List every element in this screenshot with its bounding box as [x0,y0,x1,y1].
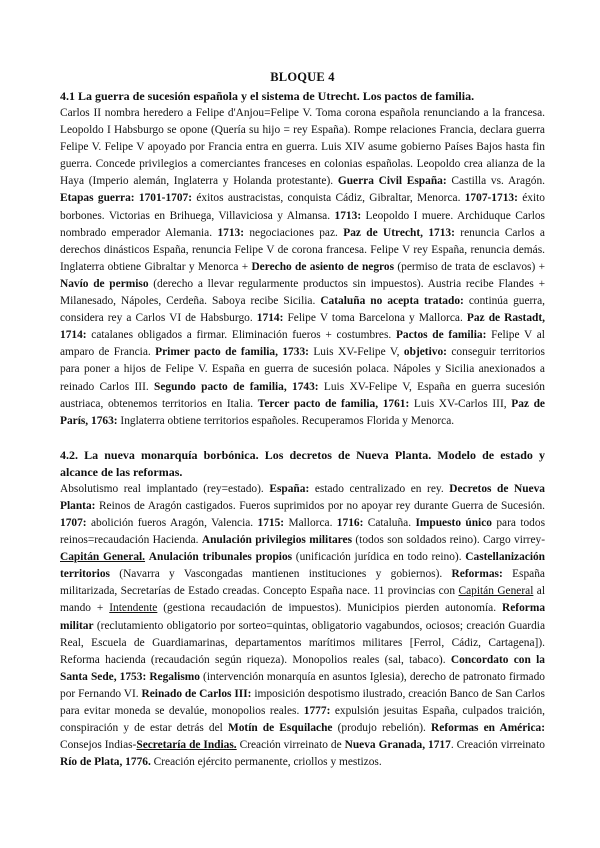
text-run: Creación virreinato de [236,739,345,752]
bold-text-run: Primer pacto de familia, 1733: [155,346,309,359]
bold-text-run: Pactos de familia: [395,329,487,342]
text-run: estado centralizado en rey. [309,482,450,495]
text-run: Castilla vs. Aragón. [446,175,545,188]
section-body-4-1 [60,105,545,430]
bold-text-run: Tercer pacto de familia, 1761: [257,397,410,410]
text-run: (Navarra y Vascongadas mantienen instituciones y gobiernos). [109,568,452,581]
text-run: Consejos Indias- [60,739,137,752]
underlined-text-run: Intendente [109,602,158,615]
text-run: (derecho a llevar regularmente productos sin impuestos). Austria recibe Flandes + Milanesado, Nápoles, Cerdeña. Saboya recibe Sicilia. [60,277,546,308]
section-heading-4-1: 4.1 La guerra de sucesión española y el sistema de Utrecht. Los pactos de familia. [60,89,475,103]
bold-text-run: Anulación tribunales propios [148,551,293,564]
bold-text-run: Nueva Granada, 1717 [344,739,451,752]
text-run: (produjo rebelión). [332,722,432,735]
text-run: (gestiona recaudación de impuestos). Municipios pierden autonomía. [157,602,502,615]
bold-text-run: objetivo: [403,346,447,359]
text-run: Creación ejército permanente, criollos y mestizos. [150,756,382,769]
text-run: éxito borbones. Victorias en Brihuega, Villaviciosa y Almansa. [60,192,545,222]
text-run: Reinos de Aragón castigados. Fueros suprimidos por no apoyar rey durante Guerra de Sucesión. [95,499,545,512]
bold-text-run: Anulación privilegios militares [201,534,353,547]
bold-text-run: Capitán General. [60,551,146,564]
text-run: Felipe V al amparo de Francia. [60,329,545,359]
bold-text-run: España: [269,482,310,495]
bold-text-run: 1777: [303,705,331,717]
text-run: (todos son soldados reino). Cargo virrey- [352,534,546,547]
bold-text-run: Reformas en América: [431,722,545,735]
text-run: conseguir territorios para poner a hijos de Felipe V. España en guerra de sucesión polaca. Nápoles y Sicilia anexionados a reinado Carlos III. [60,346,545,393]
text-run: al mando + [60,585,545,615]
text-run: Luis XV-Felipe V, España en guerra sucesión austriaca, obtenemos territorios en Italia. [60,380,545,410]
text-run: expulsión jesuitas España, culpados traición, conspiración y de estar detrás del [60,705,545,735]
text-run: (intervención monarquía en asuntos Iglesia), derecho de patronato firmado por Fernando VI. [60,670,546,700]
bold-text-run: Paz de Utrecht, 1713: [343,226,455,239]
text-run: negociaciones paz. [244,226,344,239]
page-title: BLOQUE 4 [270,70,335,84]
text-run: imposición despotismo ilustrado, creación Banco de San Carlos para evitar moneda se devalúe, monopolios reales. [60,687,545,717]
bold-text-run: 1707-1713: [464,192,518,205]
bold-text-run: Motín de Esquilache [227,722,333,735]
bold-text-run: 1716: [336,516,364,529]
text-run: renuncia Carlos a derechos dinásticos España, renuncia Felipe V de corona francesa. Felipe V rey España, renuncia demás. Inglaterra obtiene Gibraltar y Menorca + [60,226,545,273]
text-run: Luis XV-Carlos III, [409,397,512,410]
text-run: España militarizada, Secretarías de Estado creadas. Concepto España nace. 11 provincias con [60,568,545,598]
bold-text-run: 1713: [217,226,245,239]
bold-text-run: Paz de Rastadt, 1714: [60,312,545,342]
bold-text-run: 1715: [257,516,285,529]
text-run: Felipe V toma Barcelona y Mallorca. [283,312,467,325]
text-run: . Creación virreinato [450,739,545,752]
underlined-text-run: Capitán General [458,585,534,598]
text-run: (reclutamiento obligatorio por sorteo=quintas, obligatorio vagabundos, ociosos; creación Guardia Real, Escuela de Guardiamarinas, departamentos marítimos militares [Ferrol, Cádiz, Cartagena]). Reforma hacienda (recaudación según riqueza). Monopolios reales (sal, tabaco). [60,619,545,666]
section-gap [60,430,545,447]
bold-text-run: Segundo pacto de familia, 1743: [154,380,319,393]
text-run: catalanes obligados a firmar. Eliminación fueros + costumbres. [86,329,396,342]
bold-text-run: Secretaría de Indias. [136,739,237,752]
bold-text-run: Paz de París, 1763: [60,397,545,427]
text-run: Inglaterra obtiene territorios españoles. Recuperamos Florida y Menorca. [117,414,455,427]
text-run: éxitos austracistas, conquista Cádiz, Gibraltar, Menorca. [192,192,465,205]
text-run: para todos reinos=recaudación Hacienda. [60,516,546,547]
bold-text-run: Reinado de Carlos III: [141,687,252,700]
bold-text-run: Río de Plata, 1776. [60,756,151,769]
bold-text-run: Etapas guerra: 1701-1707: [60,192,193,205]
text-run: Luis XV-Felipe V, [308,346,404,359]
bold-text-run: Navío de permiso [60,277,149,290]
bold-text-run: Castellanización territorios [60,551,546,581]
bold-text-run: Decretos de Nueva Planta: [60,482,545,512]
bold-text-run: Cataluña no acepta tratado: [320,295,464,308]
bold-text-run: Concordato con la Santa Sede, 1753: Regalismo [60,653,545,683]
bold-text-run: Impuesto único [415,516,492,529]
bold-text-run: Guerra Civil España: [337,175,447,188]
text-run: (permiso de trata de esclavos) + [394,260,546,273]
text-run: abolición fueros Aragón, Valencia. [86,516,258,529]
bold-text-run: 1713: [334,209,362,222]
text-run: Cataluña. [363,516,416,529]
bold-text-run: Derecho de asiento de negros [251,260,395,273]
text-run: Mallorca. [284,516,337,529]
text-run: Absolutismo real implantado (rey=estado). [60,482,270,495]
text-run: (unificación jurídica en todo reino). [292,551,466,564]
text-run: continúa guerra, considera rey a Carlos VI de Habsburgo. [60,295,546,325]
text-run: Carlos II nombra heredero a Felipe d'Anjou=Felipe V. Toma corona española renunciando a la francesa. Leopoldo I Habsburgo se opone (Quería su hijo = rey España). Rompe relaciones Francia, declara guerra Felipe V. Felipe V apoyado por Francia entra en guerra. Luis XIV asume gobierno Países Bajos hasta fin guerra. Concede privilegios a comerciantes franceses en colonias españolas. Leopoldo crea alianza de la Haya (Imperio alemán, Inglaterra y Holanda protestante). [60,107,545,188]
section-body-4-2 [60,481,545,772]
bold-text-run: 1714: [256,312,284,325]
bold-text-run: Reformas: [451,568,503,581]
bold-text-run: 1707: [60,516,87,529]
text-run: Leopoldo I muere. Archiduque Carlos nombrado emperador Alemania. [60,209,545,239]
bold-text-run: Reforma militar [60,602,546,632]
section-heading-4-2: 4.2. La nueva monarquía borbónica. Los decretos de Nueva Planta. Modelo de estado y alcance de las reformas. [60,447,545,479]
